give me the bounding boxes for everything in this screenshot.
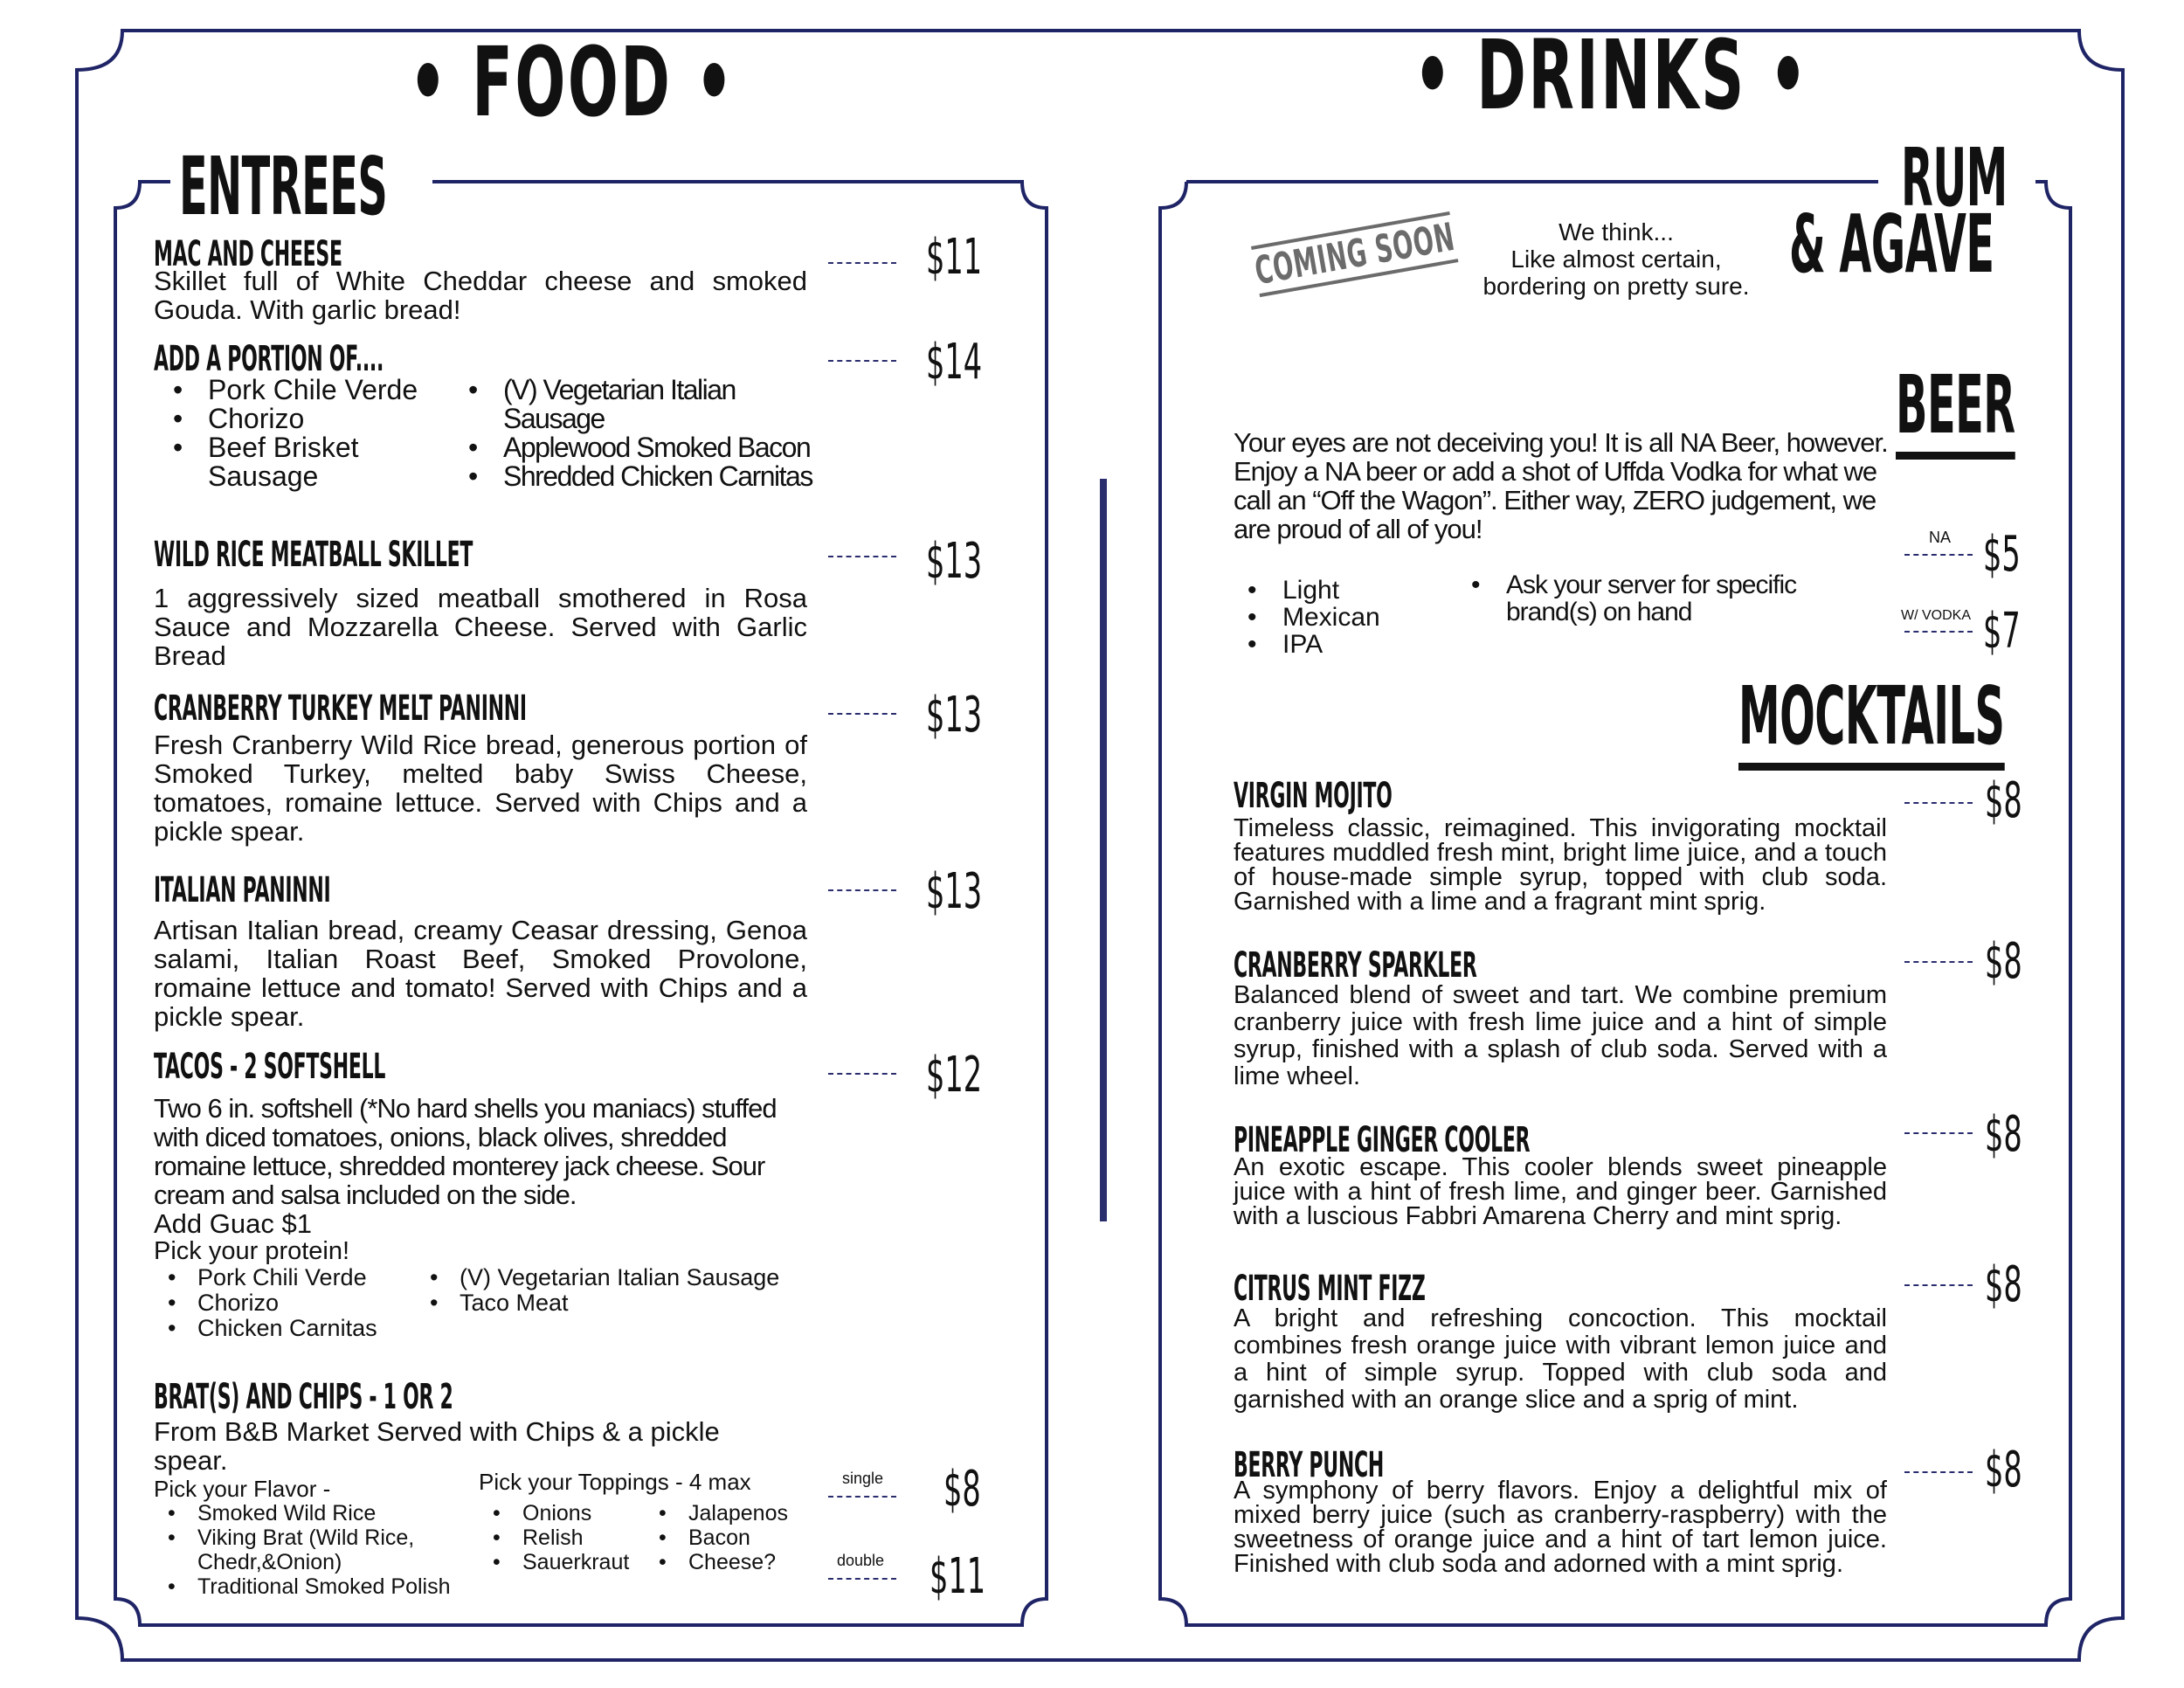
tacos-list-left [157,1265,419,1341]
portion-title: ADD A PORTION OF.... [154,339,384,379]
tacos-price: $12 [926,1047,983,1103]
beer-note [1455,571,1822,626]
tacos-desc: Two 6 in. softshell (*No hard shells you maniacs) stuffed with diced tomatoes, onions, black olives, shredded romaine lettuce, shredded monterey jack cheese. Sour cream and salsa included on the side. [154,1093,777,1210]
italian-price: $13 [926,863,983,920]
entrees-title: ENTREES [179,140,388,233]
brats-double-price: $11 [930,1548,986,1605]
brats-toppings-b [648,1501,823,1574]
beer-desc: Your eyes are not deceiving you! It is all NA Beer, however. Enjoy a NA beer or add a shot of Uffda Vodka for what we call an “Off the Wagon”. Either way, ZERO judgement, we are proud of all of you! [1234,427,1888,544]
mac-desc: Skillet full of White Cheddar cheese and smoked Gouda. With garlic bread! [154,266,807,325]
rum-title-2: & AGAVE [1789,197,1994,291]
list-item: • Pork Chili Verde [157,1265,419,1290]
we-think-line: We think... [1559,218,1674,246]
mocktail-title: BERRY PUNCH [1234,1445,1385,1485]
beer-types [1232,577,1459,658]
cranberry-leader [828,713,896,715]
list-item: • Shredded Chicken Carnitas [453,462,819,491]
tacos-pick: Pick your protein! [154,1237,350,1265]
mocktail-leader [1904,802,1973,804]
list-item: • Taco Meat [419,1290,821,1316]
italian-title: ITALIAN PANINNI [154,870,331,910]
list-item: • Pork Chile Verde [157,376,437,405]
meatball-price: $13 [926,533,983,590]
mocktail-desc: Timeless classic, reimagined. This invigorating mocktail features muddled fresh mint, bright lime juice, and a touch of house-made simple syrup, topped with club soda. Garnished with a lime and a fragrant mint sprig. [1234,814,1887,916]
we-think-line: bordering on pretty sure. [1482,273,1750,300]
list-item: • (V) Vegetarian Italian Sausage [419,1265,821,1290]
tacos-list-right [419,1265,821,1316]
mocktail-price: $8 [1985,1106,2022,1163]
brats-double-leader [828,1578,896,1580]
meatball-desc: 1 aggressively sized meatball smothered in Rosa Sauce and Mozzarella Cheese. Served with Garlic Bread [154,583,807,671]
brats-toppings-label: Pick your Toppings - 4 max [479,1469,751,1495]
tacos-title: TACOS - 2 SOFTSHELL [154,1047,386,1087]
brats-double-label: double [837,1552,885,1569]
tacos-guac: Add Guac $1 [154,1208,312,1239]
drinks-title: • DRINKS • [1413,19,1810,131]
list-item: • Mexican [1232,604,1459,631]
portion-list-right [453,376,819,491]
mocktail-price: $8 [1985,1442,2022,1498]
mocktail-title: CITRUS MINT FIZZ [1234,1269,1426,1309]
mocktail-price: $8 [1985,1256,2022,1313]
mac-title: MAC AND CHEESE [154,234,342,274]
beer-na-leader [1904,554,1973,556]
cranberry-desc: Fresh Cranberry Wild Rice bread, generous portion of Smoked Turkey, melted baby Swiss Cheese, tomatoes, romaine lettuce. Served with Chips and a pickle spear. [154,730,807,847]
list-item: • Jalapenos [648,1501,823,1525]
coming-soon-stamp: COMING SOON [1251,211,1459,297]
italian-leader [828,889,896,891]
food-title: • FOOD • [409,26,736,138]
meatball-leader [828,556,896,557]
tacos-leader [828,1073,896,1075]
mocktail-title: CRANBERRY SPARKLER [1234,945,1477,986]
brats-title: BRAT(S) AND CHIPS - 1 OR 2 [154,1377,453,1417]
list-item: • Cheese? [648,1550,823,1574]
list-item: • IPA [1232,631,1459,658]
list-item: • Light [1232,577,1459,604]
list-item: • Chorizo [157,405,437,433]
mac-price: $11 [926,229,983,286]
we-think-note [1441,218,1791,300]
meatball-title: WILD RICE MEATBALL SKILLET [154,535,473,575]
brats-desc: From B&B Market Served with Chips & a pickle spear. [154,1416,720,1476]
brats-flavor-label: Pick your Flavor - [154,1476,331,1502]
beer-title: BEER [1896,358,2015,460]
mocktail-desc: A bright and refreshing concoction. This mocktail combines fresh orange juice with vibrant lemon juice and a hint of simple syrup. Topped with club soda and garnished with an orange slice and a sprig of mint. [1234,1304,1887,1414]
list-item: • Chorizo [157,1290,419,1316]
mocktail-leader [1904,1132,1973,1134]
list-item: • Traditional Smoked Polish [157,1574,472,1599]
mocktail-desc: Balanced blend of sweet and tart. We combine premium cranberry juice with fresh lime juice and a hint of simple syrup, finished with a splash of club soda. Served with a lime wheel. [1234,981,1887,1090]
we-think-line: Like almost certain, [1510,246,1722,273]
list-item: • Ask your server for specific brand(s) on hand [1455,571,1822,626]
mocktail-leader [1904,961,1973,963]
list-item: • Onions [482,1501,657,1525]
list-item: • Applewood Smoked Bacon [453,433,819,462]
brats-single-leader [828,1496,896,1498]
list-item: • Beef Brisket Sausage [157,433,437,491]
mocktails-title: MOCKTAILS [1738,669,2004,771]
brats-flavor-list [157,1501,472,1599]
brats-single-label: single [842,1470,884,1487]
beer-na-price: $5 [1983,526,2021,583]
brats-toppings-a [482,1501,657,1574]
portion-list-left [157,376,437,491]
mocktail-title: VIRGIN MOJITO [1234,776,1393,816]
mocktail-desc: An exotic escape. This cooler blends sweet pineapple juice with a hint of fresh lime, and ginger beer. Garnished with a luscious Fabbri Amarena Cherry and mint sprig. [1234,1153,1887,1230]
italian-desc: Artisan Italian bread, creamy Ceasar dressing, Genoa salami, Italian Roast Beef, Smoked Provolone, romaine lettuce and tomato! Served with Chips and a pickle spear. [154,915,807,1032]
list-item: • (V) Vegetarian Italian Sausage [453,376,819,433]
list-item: • Sauerkraut [482,1550,657,1574]
cranberry-title: CRANBERRY TURKEY MELT PANINNI [154,688,527,729]
center-divider [1100,479,1107,1221]
list-item: • Smoked Wild Rice [157,1501,472,1525]
list-item: • Bacon [648,1525,823,1550]
rum-title-1: RUM [1901,131,2008,225]
list-item: • Relish [482,1525,657,1550]
portion-price: $14 [926,334,983,391]
mocktail-price: $8 [1985,933,2022,990]
beer-vodka-price: $7 [1983,603,2021,660]
list-item: • Viking Brat (Wild Rice, Chedr,&Onion) [157,1525,472,1574]
portion-leader [828,360,896,362]
list-item: • Chicken Carnitas [157,1316,419,1341]
mac-leader [828,262,896,264]
mocktail-title: PINEAPPLE GINGER COOLER [1234,1120,1531,1160]
beer-vodka-leader [1904,631,1973,633]
cranberry-price: $13 [926,687,983,744]
mocktail-leader [1904,1284,1973,1286]
mocktail-leader [1904,1471,1973,1473]
mocktail-desc: A symphony of berry flavors. Enjoy a delightful mix of mixed berry juice (such as cranberry-raspberry) with the sweetness of orange juice and a hint of tart lemon juice. Finished with club soda and adorned with a mint sprig. [1234,1477,1887,1578]
beer-na-label: NA [1929,529,1952,546]
beer-vodka-label: W/ VODKA [1901,608,1972,623]
mocktail-price: $8 [1985,772,2022,829]
brats-single-price: $8 [943,1461,981,1518]
